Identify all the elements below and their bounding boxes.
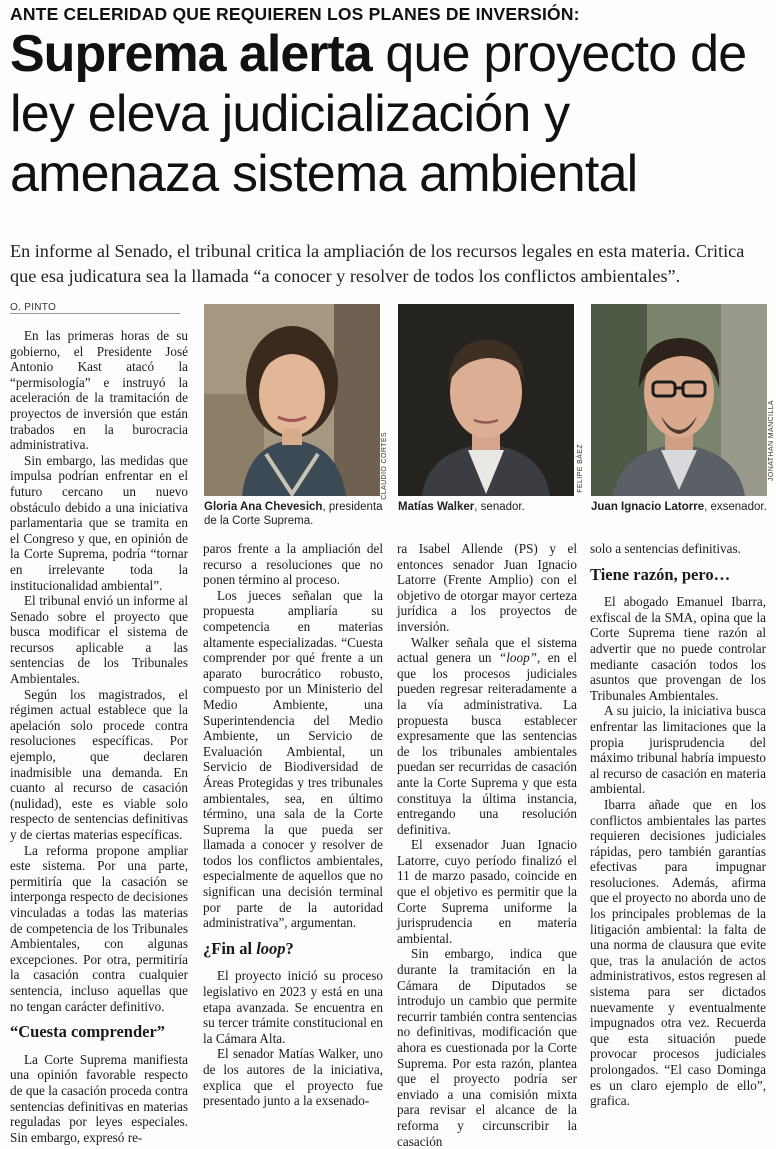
paragraph: ra Isabel Allende (PS) y el entonces senador Juan Ignacio Latorre (Frente Amplio) con el objetivo de otorgar mayor certeza jurídica a los proyectos de inversión.: [397, 541, 577, 634]
caption-role: , exsenador.: [704, 501, 767, 513]
kicker: ANTE CELERIDAD QUE REQUIEREN LOS PLANES DE INVERSIÓN:: [10, 4, 580, 24]
caption-latorre: [591, 500, 767, 514]
subheading-part: ¿Fin al: [203, 938, 257, 958]
paragraph: La reforma propone ampliar este sistema. Por una parte, permitiría que la casación se interponga respecto de decisiones vinculadas a todas las materias de competencia de los Tribunales Ambientales, con algunas excepciones. Por otra, permitiría la casación contra cualquier sentencia, incluso aquellas que no tengan carácter definitivo.: [10, 842, 188, 1014]
column-2: [203, 541, 383, 1109]
paragraph: Sin embargo, las medidas que impulsa podrían enfrentar en el futuro cercano un nuevo obstáculo debido a una iniciativa parlamentaria que se tramita en el Congreso y que, en opinión de la Corte Suprema, podría “tornar en irrelevante toda la institucionalidad ambiental”.: [10, 452, 188, 593]
caption-walker: [398, 500, 578, 514]
byline: O. PINTO: [10, 302, 57, 313]
caption-role: , presidenta de la Corte Suprema.: [204, 501, 383, 527]
text-run: , en el que los procesos judiciales pueden regresar reiteradamente a la vía administrativa. La propuesta busca establecer expresamente que las sentencias de los tribunales ambientales puedan ser recurridas de casación ante la Corte Suprema y que esta constituya la última instancia, entregando una resolución definitiva.: [397, 650, 577, 837]
paragraph: El tribunal envió un informe al Senado sobre el proyecto que busca modificar el sistema de recursos aplicable a las sentencias de los Tribunales Ambientales.: [10, 593, 188, 687]
caption-name: Juan Ignacio Latorre: [591, 501, 705, 513]
headline-bold: Suprema alerta: [10, 25, 372, 83]
paragraph: Sin embargo, indica que durante la tramitación en la Cámara de Diputados se introdujo un cambio que permite recurrir también contra sentencias no definitivas, modificación que ahora es cuestionada por la Corte Suprema. Por esta razón, plantea que el proyecto podría ser enviado a una comisión mixta para revisar el alcance de la reforma y circunscribir la casación: [397, 946, 577, 1149]
paragraph: La Corte Suprema manifiesta una opinión favorable respecto de que la casación proceda contra sentencias definitivas en materias reguladas por leyes especiales. Sin embargo, expresó re-: [10, 1051, 188, 1145]
photo-credit-3: JONATHAN MANCILLA: [768, 400, 775, 481]
subheading: [203, 938, 383, 958]
subheading-italic: loop: [256, 938, 286, 958]
photo-walker: [398, 304, 574, 496]
subheading-part: ?: [285, 938, 294, 958]
caption-name: Matías Walker: [398, 501, 475, 513]
paragraph: Según los magistrados, el régimen actual establece que la apelación solo procede contra resoluciones específicas. Por ejemplo, que declaren inadmisible una demanda. En cuanto al recurso de casación (nulidad), este es viable solo respecto de sentencias definitivas y de ciertas materias específicas.: [10, 686, 188, 842]
text-run: Walker señala que el sistema actual genera un: [397, 634, 577, 666]
caption-role: , senador.: [474, 501, 525, 513]
paragraph: A su juicio, la iniciativa busca enfrentar las limitaciones que la propia jurisprudencia del máximo tribunal habría impuesto al recurso de casación en materia ambiental.: [590, 703, 766, 797]
portrait-woman-icon: [204, 304, 380, 496]
paragraph: En las primeras horas de su gobierno, el Presidente José Antonio Kast atacó la “permisología” e instruyó la aceleración de la tramitación de proyectos de inversión que están trabados en la burocracia administrativa.: [10, 328, 188, 453]
byline-rule: [10, 313, 180, 314]
paragraph: Los jueces señalan que la propuesta ampliaría su competencia en materias altamente especializadas. “Cuesta comprender por qué frente a un aparato burocrático robusto, compuesto por un Ministerio del Medio Ambiente, una Superintendencia del Medio Ambiente, un Servicio de Evaluación Ambiental, un Servicio de Biodiversidad de Áreas Protegidas y tres tribunales ambientales, sea, en último término, una sala de la Corte Suprema la que pueda ser llamada a conocer y resolver de todos los conflictos ambientales, especialmente de aquellos que no significan una decisión terminal por parte de la autoridad administrativa”, argumentan.: [203, 587, 383, 931]
column-4: [590, 541, 766, 1109]
caption-chevesich: [204, 500, 384, 528]
photo-credit-1: CLAUDIO CORTÉS: [381, 432, 388, 500]
paragraph: [397, 635, 577, 838]
photo-chevesich: [204, 304, 380, 496]
paragraph: paros frente a la ampliación del recurso a resoluciones que no ponen término al proceso.: [203, 541, 383, 588]
subheading: Tiene razón, pero…: [590, 564, 731, 584]
paragraph: solo a sentencias definitivas.: [590, 541, 741, 556]
column-1: [10, 328, 188, 1145]
column-3: [397, 541, 577, 1149]
text-italic: “loop”: [498, 650, 538, 666]
paragraph: El exsenador Juan Ignacio Latorre, cuyo período finalizó el 11 de marzo pasado, coincide en que el objetivo es permitir que la Corte Suprema uniforme la jurisprudencia en materia ambiental.: [397, 837, 577, 946]
paragraph: Ibarra añade que en los conflictos ambientales las partes requieren decisiones judiciales rápidas, pero también garantías efectivas para impugnar resoluciones. Además, afirma que el proyecto no aborda uno de los principales problemas de la litigación ambiental: la falta de una norma de clausura que evite que, tras la anulación de actos administrativos, estos regresen al sistema para ser dictados nuevamente y eventualmente impugnados otra vez. Recuerda que esta situación puede provocar procesos judiciales prolongados. “El caso Dominga es un claro ejemplo de ello”, grafica.: [590, 796, 766, 1109]
photo-latorre: [591, 304, 767, 496]
deck: En informe al Senado, el tribunal critica la ampliación de los recursos legales en esta materia. Critica que esa judicatura sea la llamada “a conocer y resolver de todos los conflictos ambientales”.: [10, 241, 745, 286]
photo-credit-2: FELIPE BÁEZ: [577, 444, 584, 493]
portrait-man-glasses-icon: [591, 304, 767, 496]
paragraph: El proyecto inició su proceso legislativo en 2023 y está en una etapa avanzada. Se encuentra en su tercer trámite constitucional en la Cámara Alta.: [203, 968, 383, 1046]
portrait-man-icon: [398, 304, 574, 496]
subheading: “Cuesta comprender”: [10, 1022, 166, 1042]
headline-rest: que proyecto de ley eleva judicialización y amenaza sistema ambiental: [10, 25, 747, 203]
headline: [10, 24, 772, 204]
paragraph: El abogado Emanuel Ibarra, exfiscal de la SMA, opina que la Corte Suprema tiene razón al advertir que no puede controlar mediante casación todos los asuntos que provengan de los Tribunales Ambientales.: [590, 594, 766, 703]
caption-name: Gloria Ana Chevesich: [204, 501, 323, 513]
paragraph: El senador Matías Walker, uno de los autores de la iniciativa, explica que el proyecto fue presentado junto a la exsenado-: [203, 1046, 383, 1109]
